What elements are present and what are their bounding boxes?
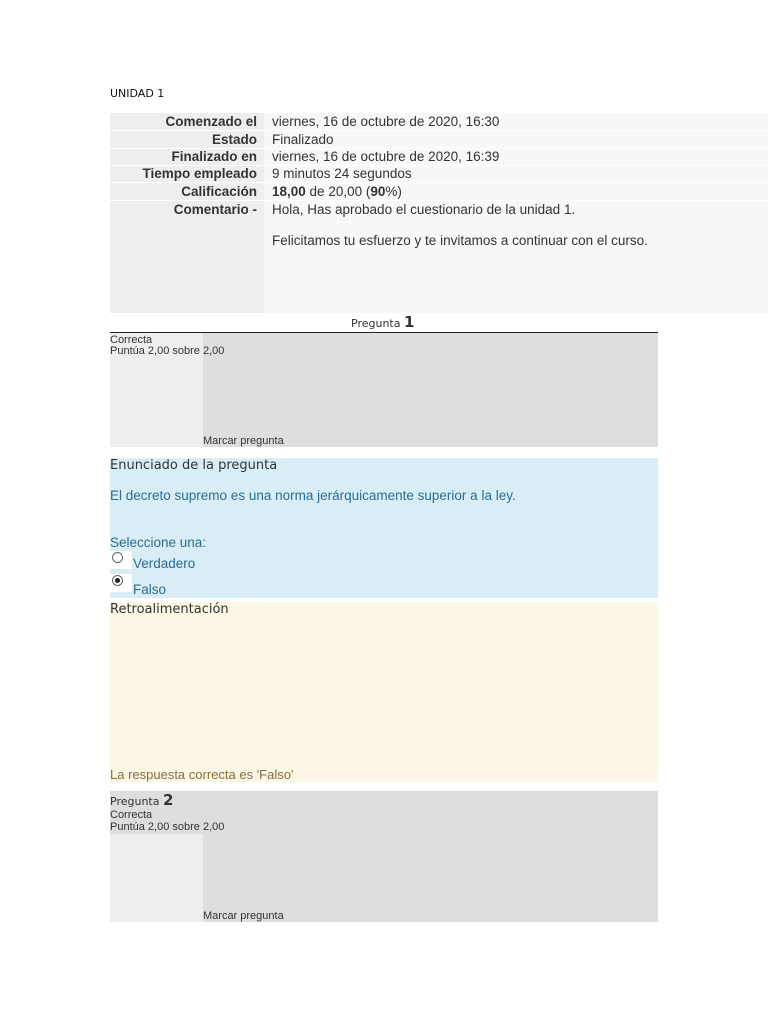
question-1-info-panel [203,333,658,447]
question-label: Pregunta [351,317,401,330]
option-verdadero-label[interactable]: Verdadero [133,556,196,571]
grade-total: de 20,00 ( [305,184,371,199]
option-verdadero-radio-box[interactable] [110,551,132,569]
comment-line: Hola, Has aprobado el cuestionario de la unidad 1. [272,202,576,217]
question-grade: Puntúa 2,00 sobre 2,00 [110,345,225,357]
radio-checked-icon[interactable] [112,575,123,586]
question-heading: Enunciado de la pregunta [110,458,278,473]
summary-row-comment [110,201,768,218]
summary-value: 9 minutos 24 segundos [272,166,412,181]
question-1-title [351,313,414,331]
question-grade: Puntúa 2,00 sobre 2,00 [110,821,225,833]
comment-line: Felicitamos tu esfuerzo y te invitamos a continuar con el curso. [272,233,648,248]
grade-value [272,183,402,200]
feedback-heading: Retroalimentación [110,602,229,617]
summary-row-grade [110,183,768,201]
summary-label: Finalizado en [171,149,257,164]
summary-label: Tiempo empleado [142,166,257,181]
option-falso-radio-box[interactable] [110,574,132,592]
question-2-title [110,791,173,809]
summary-value: viernes, 16 de octubre de 2020, 16:39 [272,149,500,164]
summary-label: Calificación [181,184,257,199]
question-state: Correcta [110,334,153,346]
grade-percent-suffix: %) [385,184,402,199]
question-state: Correcta [110,809,153,821]
correct-answer-text: La respuesta correcta es 'Falso' [110,767,294,782]
summary-row-comment-2 [110,232,768,249]
question-text: El decreto supremo es una norma jerárquicamente superior a la ley. [110,488,516,503]
attempt-summary-table [110,113,768,313]
option-falso-label[interactable]: Falso [133,582,167,597]
flag-question-link[interactable]: Marcar pregunta [203,435,284,447]
summary-row-started [110,113,768,131]
page-title: UNIDAD 1 [110,87,165,100]
answer-prompt: Seleccione una: [110,535,207,550]
summary-row-time [110,165,768,183]
question-1-feedback [110,602,658,782]
summary-row-status [110,131,768,149]
summary-value: viernes, 16 de octubre de 2020, 16:30 [272,114,500,129]
question-label: Pregunta [110,795,160,808]
question-number: 2 [162,791,174,809]
flag-question-link[interactable]: Marcar pregunta [203,910,284,922]
radio-unchecked-icon[interactable] [112,552,123,563]
question-number: 1 [403,313,415,331]
summary-label: Comentario - [173,202,257,217]
summary-label: Estado [211,132,257,147]
grade-percent: 90 [370,184,386,199]
question-2-info-column [110,834,203,922]
question-1-formulation [110,458,658,598]
grade-score: 18,00 [272,184,306,199]
summary-value: Finalizado [272,132,334,147]
summary-row-finished [110,148,768,166]
summary-label: Comenzado el [165,114,257,129]
